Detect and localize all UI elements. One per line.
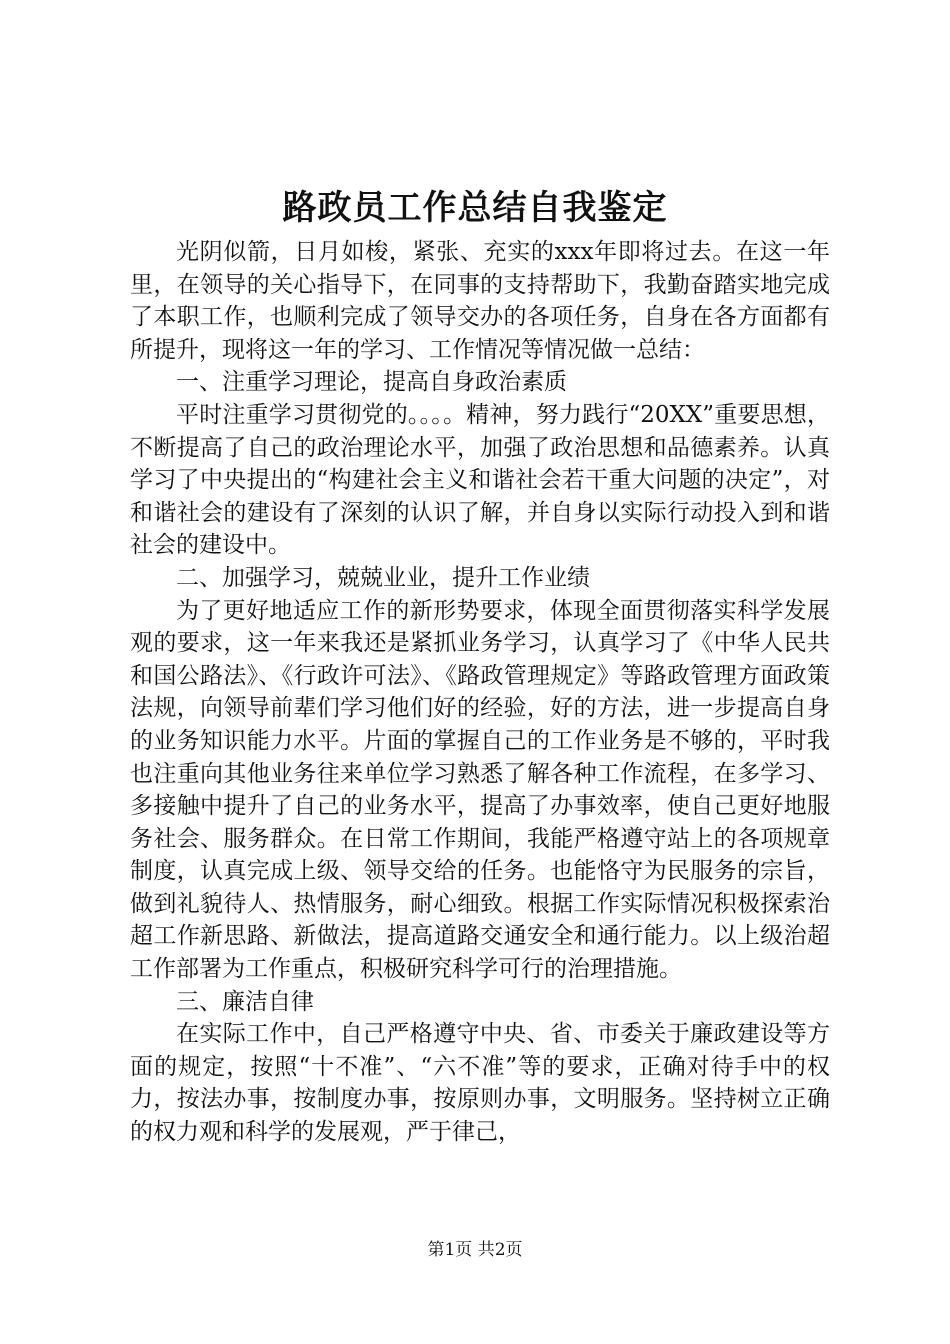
- section-3-body: 在实际工作中，自己严格遵守中央、省、市委关于廉政建设等方面的规定，按照“十不准”、“六不准”等的要求，正确对待手中的权力，按法办事，按制度办事，按原则办事，文明服务。坚持树立正确的权力观和科学的发展观，严于律己，: [130, 1021, 830, 1146]
- document-body: [130, 236, 830, 1149]
- section-2-heading: 二、加强学习，兢兢业业，提升工作业绩: [176, 564, 590, 591]
- document-title: 路政员工作总结自我鉴定: [282, 188, 668, 228]
- section-1-body: 平时注重学习贯彻党的。。。。精神，努力践行“20XX”重要思想，不断提高了自己的政治理论水平，加强了政治思想和品德素养。认真学习了中央提出的“构建社会主义和谐社会若干重大问题的决定”，对和谐社会的建设有了深刻的认识了解，并自身以实际行动投入到和谐社会的建设中。: [130, 401, 830, 559]
- section-1-heading: 一、注重学习理论，提高自身政治素质: [176, 369, 567, 396]
- section-3-heading: 三、廉洁自律: [176, 988, 314, 1015]
- section-2-body: 为了更好地适应工作的新形势要求，体现全面贯彻落实科学发展观的要求，这一年来我还是紧抓业务学习，认真学习了《中华人民共和国公路法》、《行政许可法》、《路政管理规定》等路政管理方面政策法规，向领导前辈们学习他们好的经验，好的方法，进一步提高自身的业务知识能力水平。片面的掌握自己的工作业务是不够的，平时我也注重向其他业务往来单位学习熟悉了解各种工作流程，在多学习、多接触中提升了自己的业务水平，提高了办事效率，使自己更好地服务社会、服务群众。在日常工作期间，我能严格遵守站上的各项规章制度，认真完成上级、领导交给的任务。也能恪守为民服务的宗旨，做到礼貌待人、热情服务，耐心细致。根据工作实际情况积极探索治超工作新思路、新做法，提高道路交通安全和通行能力。以上级治超工作部署为工作重点，积极研究科学可行的治理措施。: [130, 597, 830, 983]
- page-number-footer: 第1页 共2页: [427, 1240, 523, 1260]
- intro-paragraph: 光阴似箭，日月如梭，紧张、充实的xxx年即将过去。在这一年里，在领导的关心指导下，在同事的支持帮助下，我勤奋踏实地完成了本职工作，也顺利完成了领导交办的各项任务，自身在各方面都有所提升，现将这一年的学习、工作情况等情况做一总结：: [130, 239, 830, 363]
